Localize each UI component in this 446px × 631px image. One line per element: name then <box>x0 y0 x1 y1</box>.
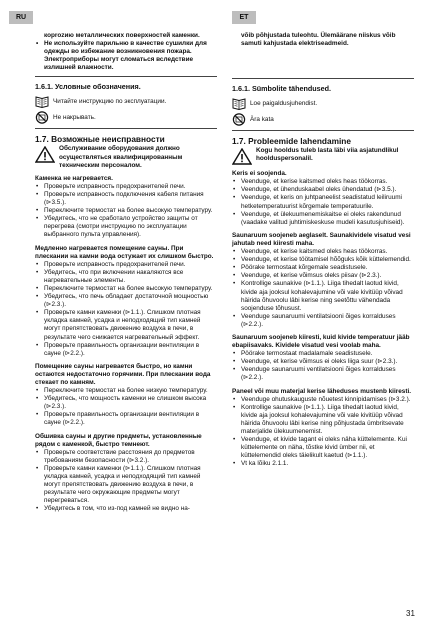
list-item: • Veenduge, et ühenduskaabel oleks ühendatud (⊳3.5.). <box>232 186 414 194</box>
et-problem-2-heading: Saunaruum soojeneb aeglaselt. Saunakividele visatud vesi jahutab need kiiresti maha. <box>232 231 411 247</box>
divider <box>232 130 414 131</box>
list-item: • Проверьте исправность предохранителей печи. <box>35 183 217 191</box>
list-item: • Veenduge, et kerise kaitsmed oleks heas töökorras. <box>232 178 414 186</box>
list-item: • Veenduge, et kerise võimsus ei oleks liiga suur (⊳2.3.). <box>232 358 414 366</box>
list-item: • Kontrollige saunakive (⊳1.1.). Liiga tihedalt laotud kivid, kivide aja jooksul kohalevajumine või vale kivitüüp võivad häirida õhuvoolu läbi kerise ning põhjustada ümbritsevate materjalide ülekuumenemist. <box>232 404 414 436</box>
list-item: • Veenduge, et keris on juhtpaneelist seadistatud leiliruumi hetketemperatuurist kõrgemale temperatuurile. <box>232 194 414 210</box>
et-warning-box <box>232 147 414 165</box>
list-item: • Проверьте исправность подключения кабеля питания (⊳3.5.). <box>35 191 217 207</box>
ru-symbol-read <box>35 95 217 108</box>
et-faults-title: 1.7. Probleemide lahendamine <box>232 136 351 147</box>
et-symbol-cover <box>232 113 414 126</box>
list-item: • Kontrollige saunakive (⊳1.1.). Liiga tihedalt laotud kivid, kivide aja jooksul kohalevajumine või vale kivitüüp võivad häirida õhuvoolu läbi kerise ning seetõttu vähendada soojenduse tõhusust. <box>232 280 414 312</box>
book-icon <box>232 97 246 110</box>
warning-triangle-icon <box>232 148 252 165</box>
et-symbols-title: 1.6.1. Sümbolite tähendused. <box>232 84 332 94</box>
list-item: • Veenduge saunaruumi ventilatsiooni õiges korralduses (⊳2.2.). <box>232 366 414 382</box>
list-item: • Veenduge, et kerise töötamisel hõõguks kõik küttelemendid. <box>232 256 414 264</box>
ru-symbols-title: 1.6.1. Условные обозначения. <box>35 82 141 92</box>
et-warning-text: Kogu hooldus tuleb lasta läbi viia asjatundlikul hoolduspersonalil. <box>256 147 399 163</box>
list-item: • Vt ka lõiku 2.1.1. <box>232 460 414 468</box>
list-item: • Убедитесь, что мощность каменки не слишком высока (⊳2.3.). <box>35 395 217 411</box>
book-icon <box>35 95 49 108</box>
et-problem-3-list <box>232 350 414 382</box>
ru-problem-1-list <box>35 183 217 240</box>
language-tab-ru: RU <box>9 11 33 24</box>
et-top-continuation: võib põhjustada tuleohtu. Ülemäärane niiskus võib samuti kahjustada elektriseadmeid. <box>241 32 396 48</box>
list-item: • Убедитесь, что не сработало устройство защиты от перегрева (смотри инструкцию по эксплуатации выбранного пульта управления). <box>35 215 217 239</box>
et-problem-4-list <box>232 396 414 469</box>
no-cover-icon <box>232 113 246 126</box>
et-problem-1-heading: Keris ei soojenda. <box>232 170 287 178</box>
et-symbol-cover-label: Ära kata <box>250 115 274 123</box>
list-item: • Pöörake termostaat madalamale seadistusele. <box>232 350 414 358</box>
list-item: • Veenduge, et kivide tagant ei oleks näha küttelemente. Kui küttelemente on näha, tõstke kivid ümber nii, et küttelemendid oleks täielikult kaetud (⊳1.1.). <box>232 436 414 460</box>
list-item: • Проверьте исправность предохранителей печи. <box>35 261 217 269</box>
list-item: • Проверьте камни каменки (⊳1.1.). Слишком плотная укладка камней, усадка и неподходящий тип камней могут препятствовать движению воздуха в печи, в результате чего окружающие предметы могут перегреваться. <box>35 465 217 505</box>
column-et <box>232 32 414 468</box>
list-item: • Veenduge ohutuskauguste nõuetest kinnipidamises (⊳3.2.). <box>232 396 414 404</box>
ru-symbol-cover-label: Не накрывать. <box>53 113 96 121</box>
page-number: 31 <box>406 609 415 618</box>
ru-top-continuation: корrozию металлических поверхностей каменки. <box>44 32 200 39</box>
divider <box>35 128 217 129</box>
ru-symbol-cover <box>35 111 217 124</box>
ru-problem-2-heading: Медленно нагревается помещение сауны. При плескании на камни вода остужает их слишком быстро. <box>35 244 214 260</box>
ru-problem-2-list <box>35 261 217 358</box>
list-item: • Проверьте правильность организации вентиляции в сауне (⊳2.2.). <box>35 342 217 358</box>
ru-symbol-read-label: Читайте инструкцию по эксплуатации. <box>53 97 167 105</box>
et-problem-4-heading: Paneel või muu materjal kerise läheduses mustenb kiiresti. <box>232 387 412 395</box>
ru-problem-1-heading: Каменка не нагревается. <box>35 174 113 182</box>
list-item: • Переключите термостат на более высокую температуру. <box>35 207 217 215</box>
ru-problem-4-heading: Обшивка сауны и другие предметы, установленные рядом с каменкой, быстро темнеют. <box>35 432 202 448</box>
list-item: • Убедитесь в том, что из-под камней не видно на- <box>35 505 217 513</box>
et-problem-1-list <box>232 178 414 227</box>
warning-triangle-icon <box>35 146 55 163</box>
list-item: • Проверьте соответствие расстояния до предметов требованиям безопасности (⊳3.2.). <box>35 449 217 465</box>
list-item: • Переключите термостат на более высокую температуру. <box>35 285 217 293</box>
ru-faults-title: 1.7. Возможные неисправности <box>35 134 165 145</box>
column-ru <box>35 32 217 514</box>
et-problem-2-list <box>232 248 414 329</box>
list-item: • Veenduge, et kerise kaitsmed oleks heas töökorras. <box>232 248 414 256</box>
list-item: • Veenduge saunaruumi ventilatsiooni õiges korralduses (⊳2.2.). <box>232 313 414 329</box>
list-item: • Veenduge, et ülekuumenemiskaitse ei oleks rakendunud (vaadake valitud juhtimiskeskuse mudeli kasutusjuhiseid). <box>232 211 414 227</box>
divider <box>232 78 414 79</box>
list-item: • Проверьте правильность организации вентиляции в сауне (⊳2.2.). <box>35 411 217 427</box>
ru-problem-4-list <box>35 449 217 514</box>
no-cover-icon <box>35 111 49 124</box>
list-item: • Veenduge, et kerise võimsus oleks piisav (⊳2.3.). <box>232 272 414 280</box>
ru-problem-3-list <box>35 387 217 427</box>
ru-warning-box <box>35 145 217 169</box>
et-symbol-read <box>232 97 414 110</box>
list-item: • Переключите термостат на более низкую температуру. <box>35 387 217 395</box>
et-symbol-read-label: Loe paigaldusjuhendist. <box>250 99 318 107</box>
ru-top-list <box>35 40 217 72</box>
list-item: • Убедитесь, что при включении накаляются все нагревательные элементы. <box>35 269 217 285</box>
divider <box>35 76 217 77</box>
et-problem-3-heading: Saunaruum soojeneb kiiresti, kuid kivide temperatuur jääb ebapiisavaks. Kividele visatud vesi voolab maha. <box>232 333 410 350</box>
list-item: • Не используйте парильню в качестве сушилки для одежды во избежание возникновения пожара. Электроприборы могут сломаться вследствие излишней влажности. <box>35 40 217 72</box>
ru-problem-3-heading: Помещение сауны нагревается быстро, но камни остаются недостаточно горячими. При плескании вода стекает по камням. <box>35 362 211 386</box>
list-item: • Убедитесь, что печь обладает достаточной мощностью (⊳2.3.). <box>35 293 217 309</box>
ru-warning-text: Обслуживание оборудования должно осуществляться квалифицированным техническим персоналом. <box>59 145 183 169</box>
list-item: • Pöörake termostaat kõrgemale seadistusele. <box>232 264 414 272</box>
list-item: • Проверьте камни каменки (⊳1.1.). Слишком плотная укладка камней, усадка и неподходящий тип камней могут препятствовать движению воздуха в печи, в результате чего снижается нагревательный эффект. <box>35 309 217 341</box>
language-tab-et: ET <box>232 11 256 24</box>
